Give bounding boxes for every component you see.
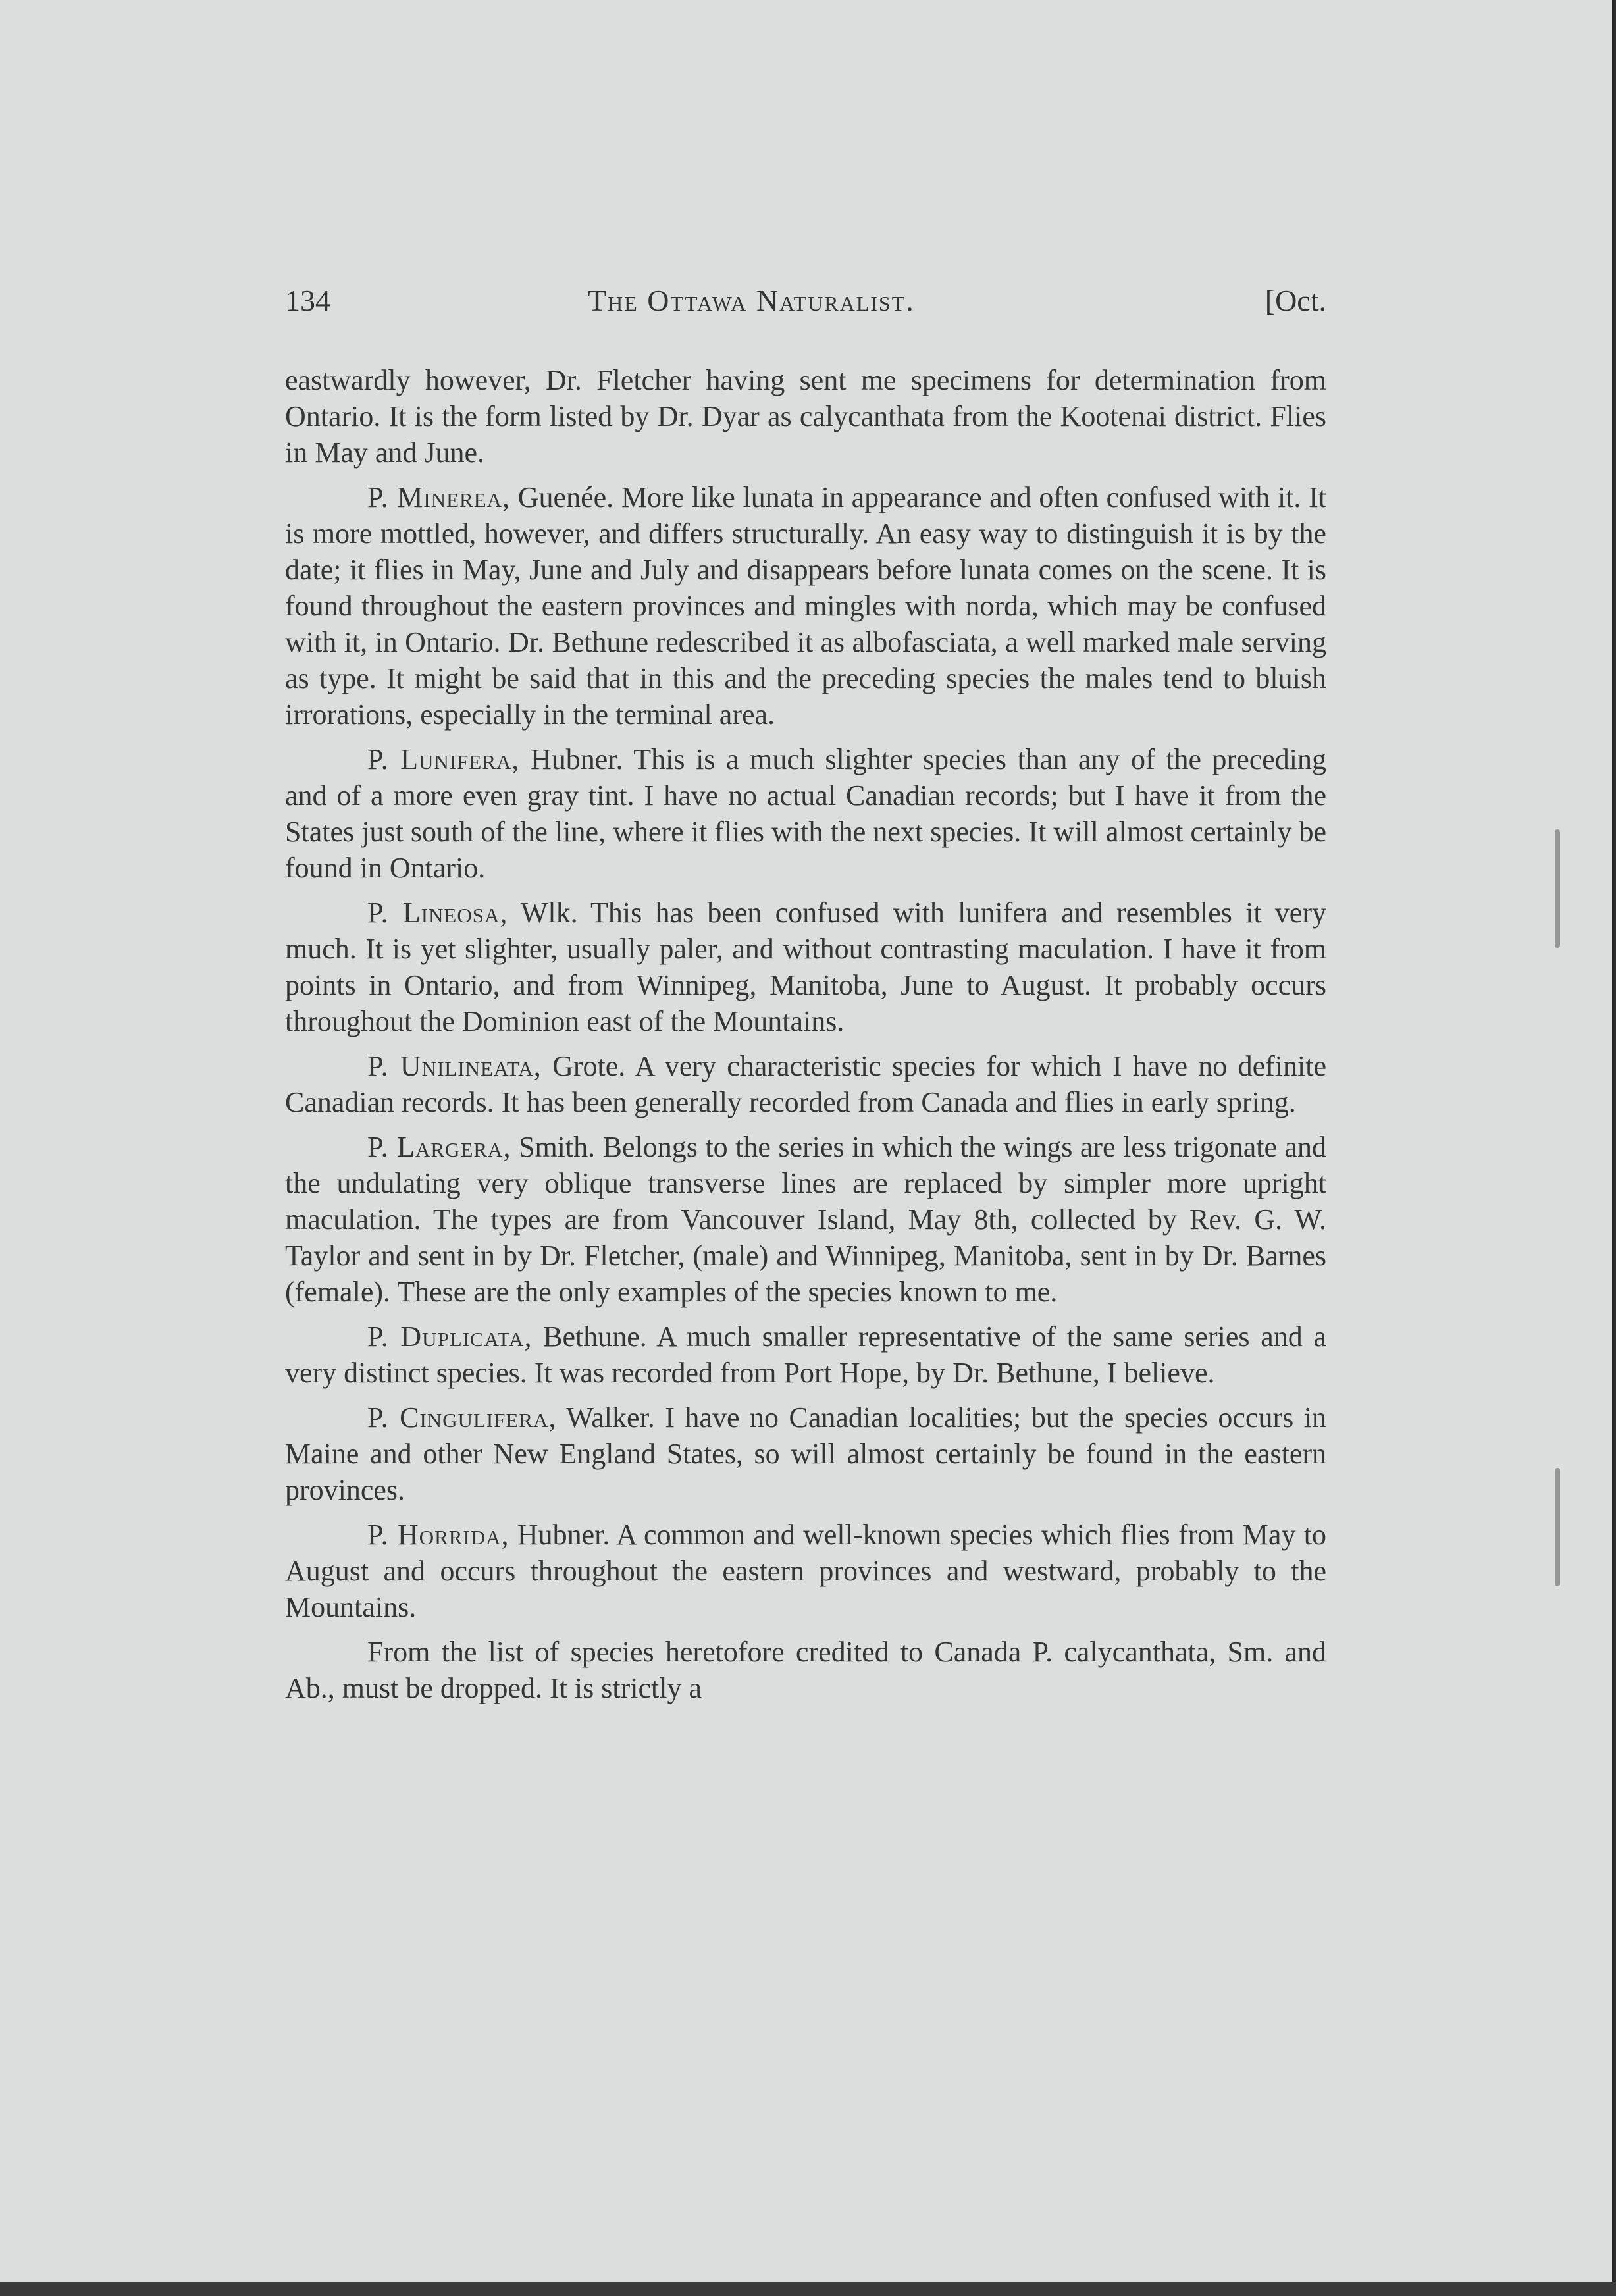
species-entry-unilineata bbox=[285, 1048, 1326, 1120]
journal-title: The Ottawa Naturalist. bbox=[588, 284, 915, 317]
species-name: P. Minerea, bbox=[367, 481, 511, 513]
species-description: This is a much slighter species than any of the preceding and of a more even gray tint. I have no actual Canadian records; but I have it from the States just south of the line, where it flies with the next species. It will almost certainly be found in Ontario. bbox=[285, 743, 1327, 884]
paragraph-continuation bbox=[285, 362, 1326, 471]
species-author: Smith. bbox=[518, 1131, 596, 1163]
species-author: Hubner. bbox=[517, 1519, 610, 1551]
species-description: I have no Canadian localities; but the species occurs in Maine and other New England States, so will almost certainly be found in the eastern provinces. bbox=[285, 1401, 1326, 1506]
species-description: A common and well-known species which flies from May to August and occurs throughout the eastern provinces and westward, probably to the Mountains. bbox=[285, 1519, 1326, 1623]
species-author: Hubner. bbox=[530, 743, 623, 775]
species-name: P. Largera, bbox=[367, 1131, 511, 1163]
species-author: Grote. bbox=[552, 1050, 626, 1082]
closing-paragraph bbox=[285, 1634, 1326, 1706]
species-entry-duplicata bbox=[285, 1318, 1326, 1391]
species-name: P. Lineosa, bbox=[367, 897, 508, 929]
margin-scan-mark-lower bbox=[1555, 1468, 1560, 1586]
issue-month: [Oct. bbox=[1264, 284, 1326, 317]
species-name: P. Lunifera, bbox=[367, 743, 520, 775]
species-description: This has been confused with lunifera and resembles it very much. It is yet slighter, usually paler, and without contrasting maculation. I have it from points in Ontario, and from Winnipeg, Manitoba, June to August. It probably occurs throughout the Dominion east of the Mountains. bbox=[285, 897, 1326, 1037]
running-header bbox=[285, 283, 1326, 325]
paragraph-text: From the list of species heretofore credited to Canada P. calycanthata, Sm. and Ab., must be dropped. It is strictly a bbox=[285, 1636, 1326, 1704]
species-author: Guenée. bbox=[517, 481, 614, 513]
paragraph-text: eastwardly however, Dr. Fletcher having sent me specimens for determination from Ontario. It is the form listed by Dr. Dyar as calycanthata from the Kootenai district. Flies in May and June. bbox=[285, 364, 1326, 469]
page-number: 134 bbox=[285, 284, 330, 317]
species-entry-cingulifera bbox=[285, 1399, 1326, 1508]
species-description: Belongs to the series in which the wings are less trigonate and the undulating very oblique transverse lines are replaced by simpler more upright maculation. The types are from Vancouver Island, May 8th, collected by Rev. G. W. Taylor and sent in by Dr. Fletcher, (male) and Winnipeg, Manitoba, sent in by Dr. Barnes (female). These are the only examples of the species known to me. bbox=[285, 1131, 1327, 1308]
species-name: P. Unilineata, bbox=[367, 1050, 542, 1082]
species-description: A very characteristic species for which I have no definite Canadian records. It has been generally recorded from Canada and flies in early spring. bbox=[285, 1050, 1326, 1118]
species-name: P. Duplicata, bbox=[367, 1320, 533, 1353]
species-author: Wlk. bbox=[520, 897, 578, 929]
species-entry-lunifera bbox=[285, 741, 1326, 886]
species-name: P. Horrida, bbox=[367, 1519, 509, 1551]
species-name: P. Cingulifera, bbox=[367, 1401, 557, 1434]
species-entry-largera bbox=[285, 1129, 1326, 1310]
species-entry-lineosa bbox=[285, 895, 1326, 1039]
page-edge-right bbox=[1612, 0, 1616, 2296]
margin-scan-mark-upper bbox=[1555, 829, 1560, 948]
body-text bbox=[285, 362, 1326, 1715]
species-entry-horrida bbox=[285, 1517, 1326, 1625]
species-description: A much smaller representative of the same series and a very distinct species. It was recorded from Port Hope, by Dr. Bethune, I believe. bbox=[285, 1320, 1326, 1389]
species-author: Bethune. bbox=[543, 1320, 647, 1353]
page-edge-bottom bbox=[0, 2282, 1616, 2296]
species-author: Walker. bbox=[566, 1401, 655, 1434]
species-entry-minerea bbox=[285, 479, 1326, 733]
species-description: More like lunata in appearance and often confused with it. It is more mottled, however, and differs structurally. An easy way to distinguish it is by the date; it flies in May, June and July and disappears before lunata comes on the scene. It is found throughout the eastern provinces and mingles with norda, which may be confused with it, in Ontario. Dr. Bethune redescribed it as albofasciata, a well marked male serving as type. It might be said that in this and the preceding species the males tend to bluish irrorations, especially in the terminal area. bbox=[285, 481, 1326, 731]
